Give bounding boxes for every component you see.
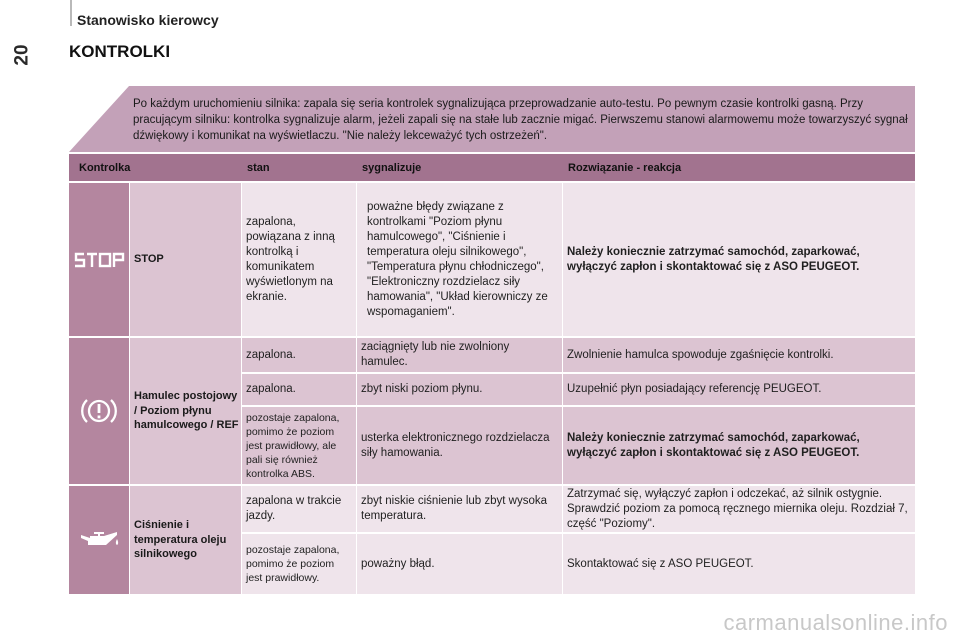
state-stop: zapalona, powiązana z inną kontrolką i komunikatem wyświetlonym na ekranie. bbox=[242, 183, 356, 336]
signal-stop: poważne błędy związane z kontrolkami "Poziom płynu hamulcowego", "Ciśnienie i temperatura oleju silnikowego", "Temperatura płynu chłodniczego", "Elektroniczny rozdzielacz siły hamowania", "Układ kierowniczy ze wspomaganiem". bbox=[357, 183, 562, 336]
name-oil: Ciśnienie i temperatura oleju silnikowego bbox=[130, 486, 241, 594]
header-rozwiazanie: Rozwiązanie - reakcja bbox=[568, 162, 682, 174]
action-brake-2: Uzupełnić płyn posiadający referencję PEUGEOT. bbox=[563, 374, 915, 405]
page-heading: KONTROLKI bbox=[69, 42, 171, 61]
brake-warning-icon bbox=[69, 338, 129, 484]
header-stan: stan bbox=[247, 162, 270, 174]
state-brake-1: zapalona. bbox=[242, 338, 356, 372]
stop-icon bbox=[69, 183, 129, 336]
action-stop: Należy koniecznie zatrzymać samochód, zaparkować, wyłączyć zapłon i skontaktować się z ASO PEUGEOT. bbox=[563, 183, 915, 336]
action-oil-2: Skontaktować się z ASO PEUGEOT. bbox=[563, 534, 915, 594]
name-brake: Hamulec postojowy / Poziom płynu hamulcowego / REF bbox=[130, 338, 241, 484]
header-sygnalizuje: sygnalizuje bbox=[362, 162, 422, 174]
signal-brake-1: zaciągnięty lub nie zwolniony hamulec. bbox=[357, 338, 562, 372]
action-brake-1: Zwolnienie hamulca spowoduje zgaśnięcie kontrolki. bbox=[563, 338, 915, 372]
state-oil-2: pozostaje zapalona, pomimo że poziom jest prawidłowy. bbox=[242, 534, 356, 594]
intro-text: Po każdym uruchomieniu silnika: zapala się seria kontrolek sygnalizująca przeprowadzanie auto-testu. Po pewnym czasie kontrolki gasną. Przy pracującym silniku: kontrolka sygnalizuje alarm, jeżeli zapali się na stałe lub zacznie migać. Pierwszemu stanowi alarmowemu może towarzyszyć sygnał dźwiękowy i komunikat na wyświetlaczu. "Nie należy lekceważyć tych ostrzeżeń". bbox=[133, 98, 908, 142]
section-title: Stanowisko kierowcy bbox=[77, 12, 219, 28]
state-brake-2: zapalona. bbox=[242, 374, 356, 405]
oil-can-icon bbox=[69, 486, 129, 594]
state-oil-1: zapalona w trakcie jazdy. bbox=[242, 486, 356, 532]
signal-brake-2: zbyt niski poziom płynu. bbox=[357, 374, 562, 405]
table-header bbox=[69, 154, 915, 181]
signal-brake-3: usterka elektronicznego rozdzielacza siły hamowania. bbox=[357, 407, 562, 484]
name-stop: STOP bbox=[130, 183, 241, 336]
intro-notch bbox=[69, 86, 129, 152]
watermark: carmanualsonline.info bbox=[723, 610, 948, 635]
side-rule bbox=[70, 0, 72, 26]
header-kontrolka: Kontrolka bbox=[79, 162, 131, 174]
action-oil-1: Zatrzymać się, wyłączyć zapłon i odczekać, aż silnik ostygnie. Sprawdzić poziom za pomocą ręcznego miernika oleju. Rozdział 7, część "Poziomy". bbox=[563, 486, 915, 532]
action-brake-3: Należy koniecznie zatrzymać samochód, zaparkować, wyłączyć zapłon i skontaktować się z ASO PEUGEOT. bbox=[563, 407, 915, 484]
signal-oil-2: poważny błąd. bbox=[357, 534, 562, 594]
page-number: 20 bbox=[11, 44, 33, 66]
state-brake-3: pozostaje zapalona, pomimo że poziom jest prawidłowy, ale pali się również kontrolka ABS. bbox=[242, 407, 356, 484]
signal-oil-1: zbyt niskie ciśnienie lub zbyt wysoka temperatura. bbox=[357, 486, 562, 532]
